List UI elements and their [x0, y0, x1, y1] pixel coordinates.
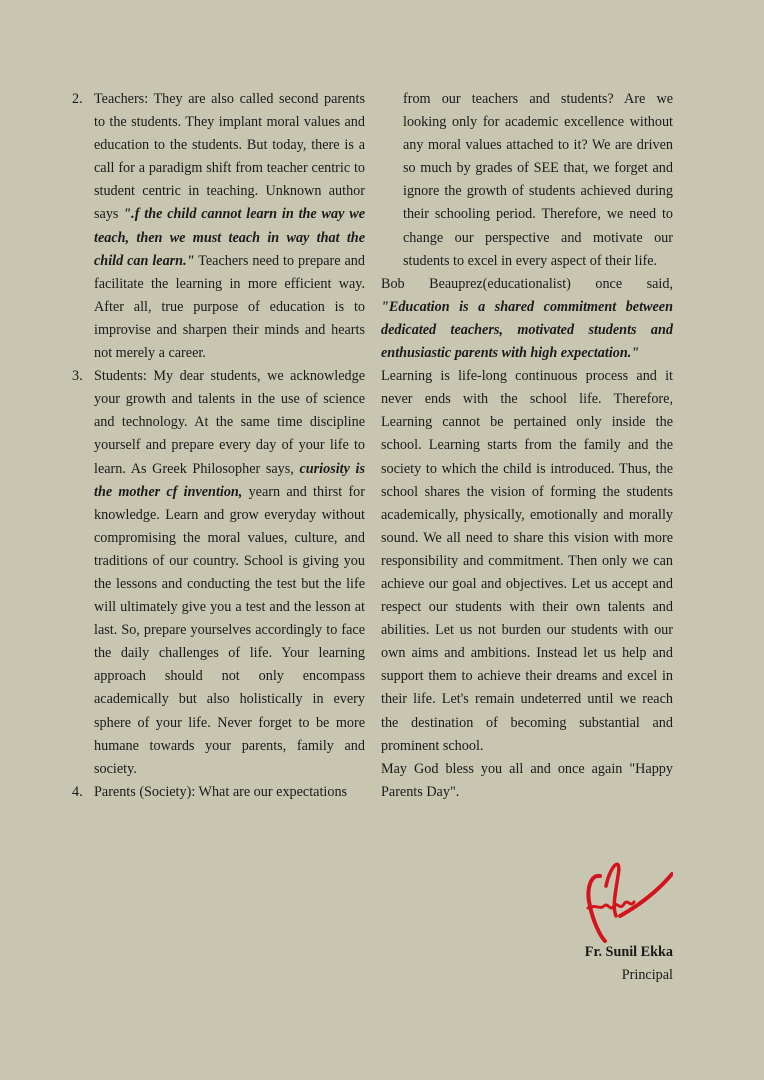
list-number: 2.: [72, 91, 83, 107]
closing-paragraph: May God bless you all and once again "Happy Parents Day".: [381, 760, 673, 800]
list-item-students: [72, 365, 365, 781]
item-text-start: Teachers: They are also called second parents to the students. They implant moral values and education to the students. But today, there is a call for a paradigm shift from teacher centric to student centric in teaching. Unknown author says: [94, 91, 365, 223]
item-text-start: Students: My dear students, we acknowledge your growth and talents in the use of science and technology. At the same time discipline yourself and prepare every day of your life to learn. As Greek Philosopher says,: [94, 368, 365, 477]
signatory-name: Fr. Sunil Ekka: [584, 944, 673, 960]
list-item-text: [94, 365, 365, 781]
item-text-end: yearn and thirst for knowledge. Learn and grow everyday without compromising the moral values, culture, and traditions of our country. School is giving you the lessons and conducting the test but the life will ultimately give you a test and the lesson at last. So, prepare yourselves accordingly to face the daily challenges of life. Your learning approach should not only encompass academically but also holistically in every sphere of your life. Never forget to be more humane towards your parents, family and society.: [94, 483, 365, 777]
body-paragraph: Learning is life-long continuous process and it never ends with the school life. Therefore, Learning cannot be pertained only inside the school. Learning starts from the family and the society to which the child is introduced. Thus, the school shares the vision of forming the students academically, physically, emotionally and morally sound. We all need to share this vision with more responsibility and commitment. Then only we can achieve our goal and objectives. Let us accept and respect our students with their own talents and abilities. Let us not burden our students with our own aims and ambitions. Instead let us help and support them to achieve their dreams and excel in their life. Let's remain undeterred until we reach the destination of becoming substantial and prominent school.: [381, 368, 673, 754]
list-number: 3.: [72, 368, 83, 385]
quote-intro: Bob Beauprez(educationalist) once said,: [381, 275, 673, 292]
list-item-teachers: [72, 88, 365, 365]
quote-text: ".f the child cannot learn in the way we teach, then we must teach in way that the child can learn.": [94, 206, 365, 269]
signatory-title: Principal: [621, 967, 673, 983]
list-item-parents: [72, 781, 365, 804]
signature-icon: [560, 846, 673, 946]
item-text-end: Teachers need to prepare and facilitate the learning in more efficient way. After all, true purpose of education is to improvise and sharpen their minds and hearts not merely a career.: [94, 252, 365, 362]
list-number: 4.: [72, 783, 83, 800]
item-text-start: Parents (Society): What are our expectations: [94, 783, 348, 800]
signature-image: [560, 846, 673, 946]
left-column: [72, 88, 365, 804]
list-item-text: [94, 88, 365, 365]
continuation-paragraph: from our teachers and students? Are we looking only for academic excellence without any moral values attached to it? We are driven so much by grades of SEE that, we forget and ignore the growth of students achieved during their schooling period. Therefore, we need to change our perspective and motivate our students to excel in every aspect of their life.: [403, 91, 673, 269]
quote-paragraph: "Education is a shared commitment between dedicated teachers, motivated students and enthusiastic parents with high expectation.": [381, 298, 673, 362]
right-column: [381, 88, 673, 804]
list-item-text: [94, 781, 365, 804]
quote-text: curiosity is the mother cf invention,: [94, 460, 365, 500]
